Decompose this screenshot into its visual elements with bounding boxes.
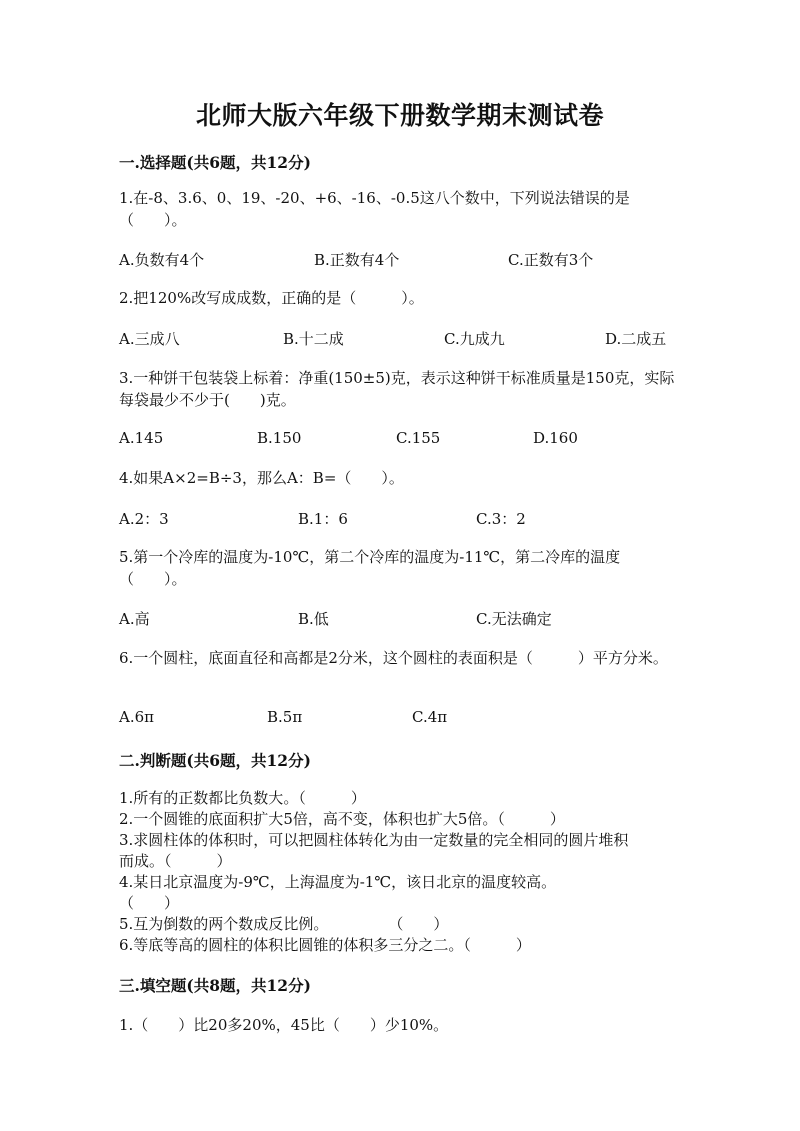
option-a: A.2：3 [119,510,169,528]
option-a: A.负数有4个 [119,251,205,269]
judge-line: 4.某日北京温度为-9℃，上海温度为-1℃，该日北京的温度较高。 [119,873,557,891]
option-c: C.无法确定 [476,610,552,628]
question-text: 2.把120%改写成成数，正确的是（ ）。 [119,289,424,307]
option-b: B.5π [267,708,303,726]
question-text: 1.在-8、3.6、0、19、-20、+6、-16、-0.5这八个数中，下列说法错误的是（ ）。 [119,189,630,229]
judge-line: 5.互为倒数的两个数成反比例。 （ ） [119,915,449,933]
option-a: A.6π [119,708,155,726]
option-c: C.正数有3个 [508,251,594,269]
option-d: D.二成五 [605,330,667,348]
section-heading-fill: 三.填空题(共8题，共12分) [119,976,311,995]
option-c: C.4π [412,708,448,726]
option-c: C.155 [396,429,441,447]
option-d: D.160 [533,429,578,447]
judge-line: 3.求圆柱体的体积时，可以把圆柱体转化为由一定数量的完全相同的圆片堆积 [119,831,629,849]
judge-line: 2.一个圆锥的底面积扩大5倍，高不变，体积也扩大5倍。（ ） [119,810,565,828]
option-a: A.三成八 [119,330,180,348]
question-text: 5.第一个冷库的温度为-10℃，第二个冷库的温度为-11℃，第二冷库的温度（ ）。 [119,548,621,588]
page-title: 北师大版六年级下册数学期末测试卷 [195,101,604,130]
option-a: A.高 [119,610,150,628]
option-a: A.145 [119,429,164,447]
judge-line: 1.所有的正数都比负数大。（ ） [119,789,366,807]
option-b: B.十二成 [283,330,344,348]
question-text: 6.一个圆柱，底面直径和高都是2分米，这个圆柱的表面积是（ ）平方分米。 [119,649,668,667]
option-b: B.150 [257,429,302,447]
section-heading-choice: 一.选择题(共6题，共12分) [119,153,311,172]
fill-line: 1.（ ）比20多20%，45比（ ）少10%。 [119,1016,449,1034]
option-c: C.九成九 [444,330,505,348]
judge-line: 而成。（ ） [119,852,232,870]
section-heading-judge: 二.判断题(共6题，共12分) [119,751,311,770]
option-b: B.低 [298,610,329,628]
judge-line: （ ） [119,894,180,912]
option-c: C.3：2 [476,510,526,528]
option-b: B.1：6 [298,510,348,528]
judge-line: 6.等底等高的圆柱的体积比圆锥的体积多三分之二。（ ） [119,936,531,954]
question-text: 4.如果A×2=B÷3，那么A：B=（ ）。 [119,469,404,487]
option-b: B.正数有4个 [314,251,400,269]
question-text: 3.一种饼干包装袋上标着：净重(150±5)克，表示这种饼干标准质量是150克，实际每袋最少不少于( )克。 [119,369,675,409]
